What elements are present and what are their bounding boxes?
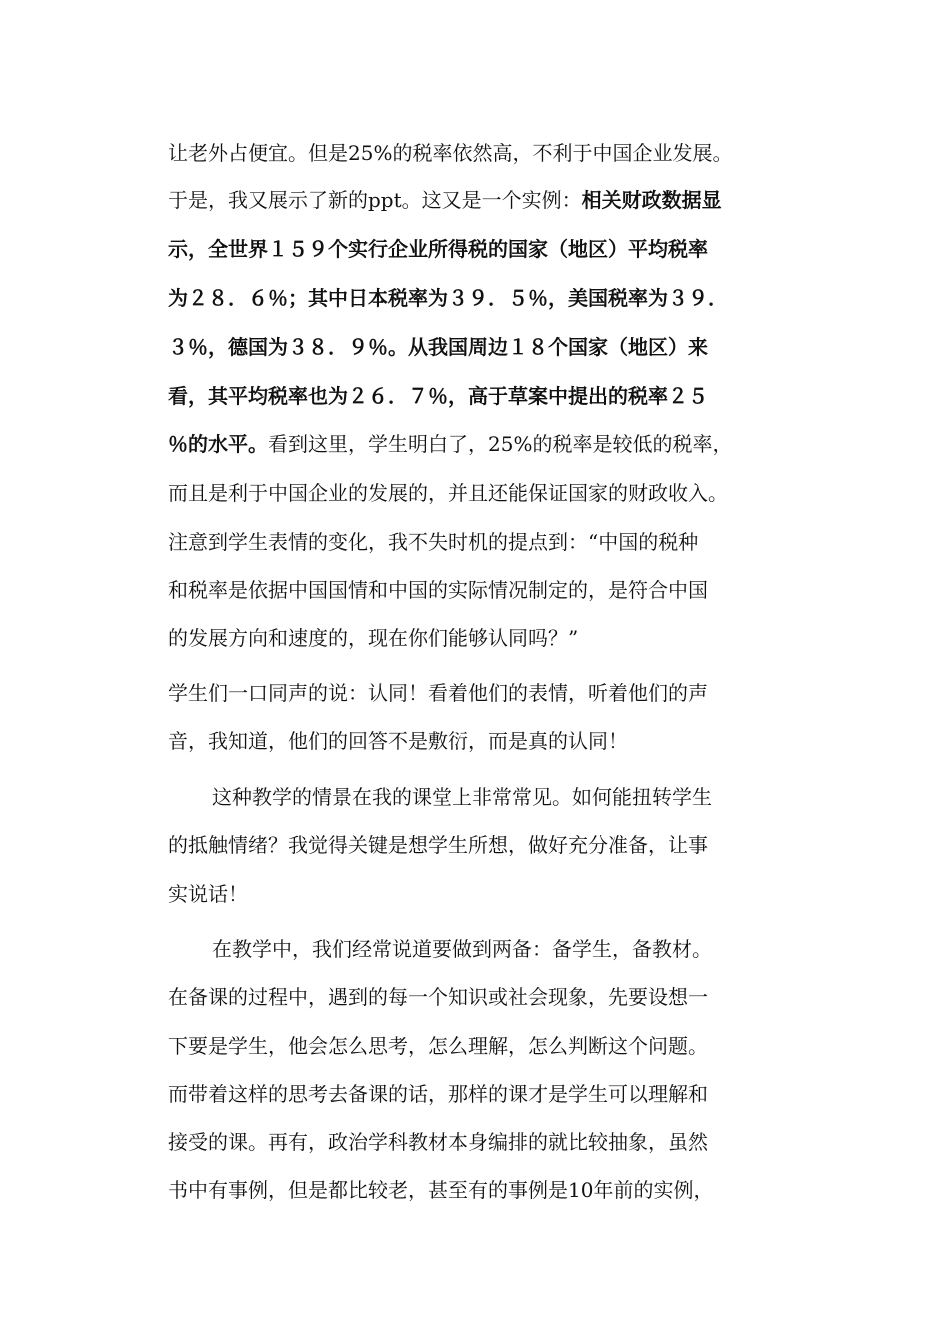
bold-text-run: ３％，德国为３８．９％。从我国周边１８个国家（地区）来 xyxy=(168,335,708,359)
text-run: 和税率是依据中国国情和中国的实际情况制定的，是符合中国 xyxy=(168,578,708,602)
text-line xyxy=(168,679,708,707)
bold-text-run: 为２８．６％；其中日本税率为３９．５％，美国税率为３９． xyxy=(168,286,728,310)
text-run: 在备课的过程中，遇到的每一个知识或社会现象，先要设想一 xyxy=(168,985,708,1009)
text-line xyxy=(168,333,708,361)
bold-text-run: 相关财政数据显 xyxy=(581,188,722,212)
bold-text-run: 示，全世界１５９个实行企业所得税的国家（地区）平均税率 xyxy=(168,237,708,261)
text-run: 看到这里，学生明白了，25%的税率是较低的税率， xyxy=(268,432,733,456)
text-run: 的抵触情绪？我觉得关键是想学生所想，做好充分准备，让事 xyxy=(168,833,708,857)
text-line xyxy=(168,430,732,458)
text-run: 在教学中，我们经常说道要做到两备：备学生，备教材。 xyxy=(212,937,712,961)
text-run: 书中有事例，但是都比较老，甚至有的事例是10年前的实例， xyxy=(168,1178,714,1202)
text-line xyxy=(168,983,708,1011)
text-line xyxy=(168,186,722,214)
text-line xyxy=(168,831,708,859)
text-line xyxy=(168,284,728,312)
bold-text-run: ％的水平。 xyxy=(168,432,268,456)
text-run: 而且是利于中国企业的发展的，并且还能保证国家的财政收入。 xyxy=(168,481,728,505)
text-line xyxy=(168,1032,708,1060)
text-line xyxy=(168,382,708,410)
text-run: 实说话！ xyxy=(168,882,248,906)
text-line xyxy=(168,1128,708,1156)
text-line xyxy=(212,783,712,811)
text-run: 接受的课。再有，政治学科教材本身编排的就比较抽象，虽然 xyxy=(168,1130,708,1154)
text-run: 而带着这样的思考去备课的话，那样的课才是学生可以理解和 xyxy=(168,1082,708,1106)
text-line xyxy=(168,576,708,604)
text-line xyxy=(168,727,628,755)
text-run: 于是，我又展示了新的ppt。这又是一个实例： xyxy=(168,188,582,212)
text-line xyxy=(168,1080,708,1108)
text-run: 的发展方向和速度的，现在你们能够认同吗？” xyxy=(168,626,579,650)
text-line xyxy=(212,935,712,963)
text-line xyxy=(168,235,708,263)
text-run: 下要是学生，他会怎么思考，怎么理解，怎么判断这个问题。 xyxy=(168,1034,708,1058)
text-run: 学生们一口同声的说：认同！看着他们的表情，听着他们的声 xyxy=(168,681,708,705)
text-run: 这种教学的情景在我的课堂上非常常见。如何能扭转学生 xyxy=(212,785,712,809)
text-line xyxy=(168,624,578,652)
bold-text-run: 看，其平均税率也为２６．７％，高于草案中提出的税率２５ xyxy=(168,384,708,408)
text-line xyxy=(168,528,698,556)
text-line xyxy=(168,880,248,908)
text-line xyxy=(168,479,728,507)
text-run: 音，我知道，他们的回答不是敷衍，而是真的认同！ xyxy=(168,729,628,753)
text-line xyxy=(168,139,732,167)
text-run: 注意到学生表情的变化，我不失时机的提点到：“中国的税种 xyxy=(168,530,699,554)
text-line xyxy=(168,1176,713,1204)
text-run: 让老外占便宜。但是25%的税率依然高，不利于中国企业发展。 xyxy=(168,141,733,165)
